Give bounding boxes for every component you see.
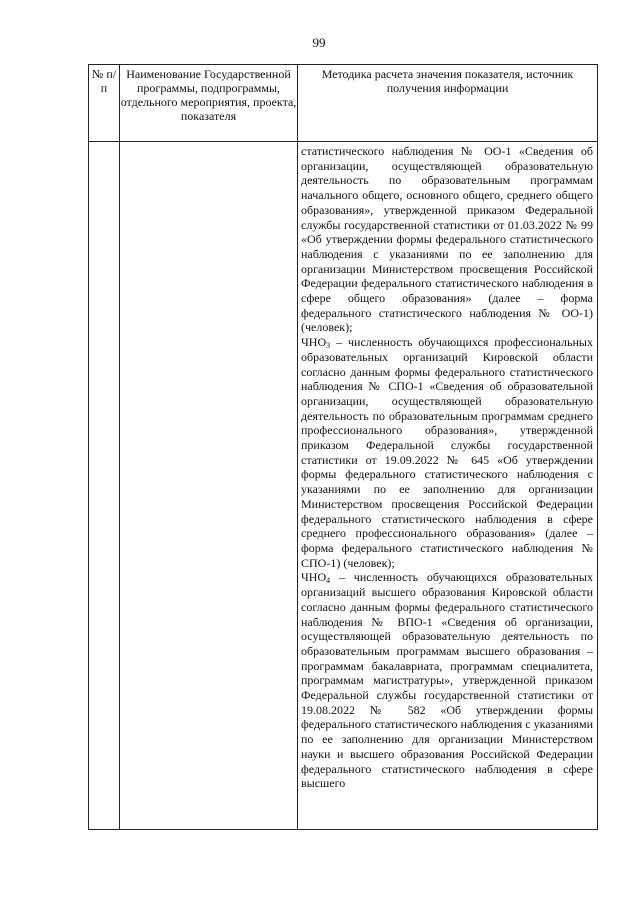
method-paragraph-2-text: – численность обучающихся профессиональных образовательных организаций Кировской области согласно данным формы федерального статистического наблюдения № СПО-1 «Сведения об образовательной организации, осуществляющей образовательную деятельность по образовательным программам среднего профессионального образования», утвержденной приказом Федеральной службы государственной статистики от 19.09.2022 № 645 «Об утверждении формы федерального статистического наблюдения с указаниями по ее заполнению для организации Министерством просвещения Российской Федерации федерального статистического наблюдения в сфере среднего профессионального образования» (далее – форма федерального статистического наблюдения № СПО-1) (человек); [301,335,593,570]
method-text-cell [301,144,593,791]
column-divider-2 [297,65,298,829]
page-number: 99 [312,35,326,50]
variable-cho3: ЧНО [301,335,327,350]
variable-cho4-subscript: 4 [326,576,331,586]
header-name: Наименование Государственной программы, подпрограммы, отдельного мероприятия, проекта, показателя [120,67,297,123]
indicator-table [88,64,598,830]
variable-cho4: ЧНО [301,570,327,585]
header-number: № п/п [91,67,117,95]
header-divider [89,141,597,142]
method-paragraph-3-text: – численность обучающихся образовательных организаций высшего образования Кировской области согласно данным формы федерального статистического наблюдения № ВПО-1 «Сведения об организации, осуществляющей образовательную деятельность по образовательным программам высшего образования – программам бакалавриата, программам специалитета, программам магистратуры», утвержденной приказом Федеральной службы государственной статистики от 19.08.2022 № 582 «Об утверждении формы федерального статистического наблюдения с указаниями по ее заполнению для организации Министерством науки и высшего образования Российской Федерации федерального статистического наблюдения в сфере высшего [301,570,593,791]
method-paragraph-1 [301,144,593,335]
column-divider-1 [119,65,120,829]
method-paragraph-2 [301,335,593,570]
header-method: Методика расчета значения показателя, источник получения информации [321,67,574,95]
method-paragraph-3 [301,570,593,791]
method-paragraph-1-text: статистического наблюдения № ОО-1 «Сведения об организации, осуществляющей образовательную деятельность по образовательным программам начального общего, основного общего, среднего общего образования», утвержденной приказом Федеральной службы государственной статистики от 01.03.2022 № 99 «Об утверждении формы федерального статистического наблюдения с указаниями по ее заполнению для организации Министерством просвещения Российской Федерации федерального статистического наблюдения в сфере общего образования» (далее – форма федерального статистического наблюдения № ОО-1) (человек); [301,144,593,335]
variable-cho3-subscript: 3 [326,341,331,351]
